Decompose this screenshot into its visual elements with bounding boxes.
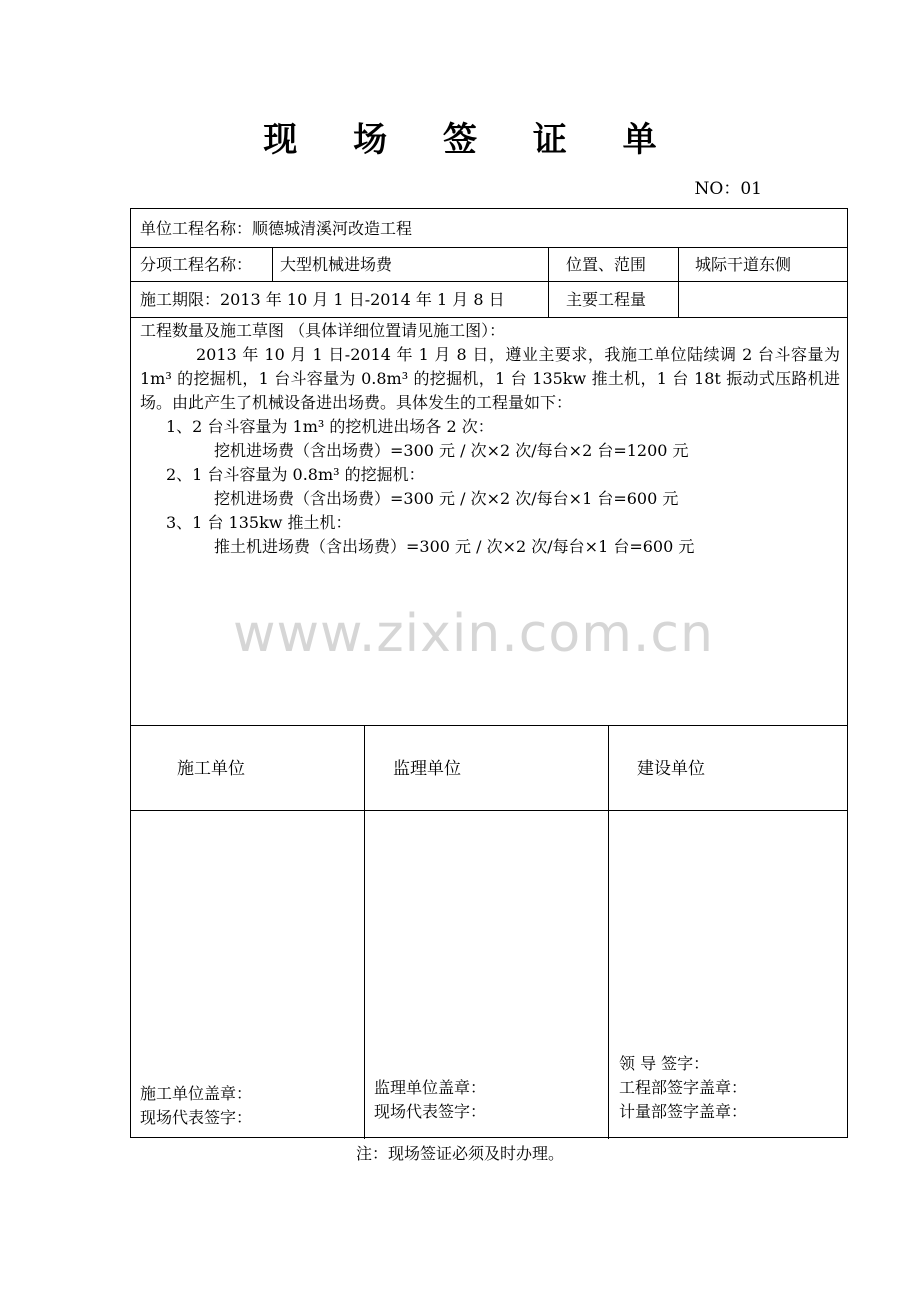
list-item-title: 3、1 台 135kw 推土机： <box>166 513 352 532</box>
watermark: www.zixin.com.cn <box>233 604 714 664</box>
page-title: 现 场 签 证 单 <box>263 120 679 160</box>
column-divider <box>548 247 549 317</box>
column-divider <box>272 247 273 281</box>
work-description <box>140 319 840 559</box>
sub-project-value: 大型机械进场费 <box>280 255 393 274</box>
document-number: NO：01 <box>694 179 762 199</box>
location-label: 位置、范围 <box>566 255 647 274</box>
row-divider <box>131 810 847 811</box>
list-item-calc: 挖机进场费（含出场费）=300 元 / 次×2 次/每台×1 台=600 元 <box>214 489 679 508</box>
row-divider <box>131 317 847 318</box>
construction-period: 施工期限：2013 年 10 月 1 日-2014 年 1 月 8 日 <box>140 290 505 309</box>
owner-unit-header: 建设单位 <box>637 759 705 779</box>
visa-form <box>130 208 848 1138</box>
metering-dept-seal: 计量部签字盖章： <box>619 1102 748 1121</box>
list-item-calc: 推土机进场费（含出场费）=300 元 / 次×2 次/每台×1 台=600 元 <box>214 537 695 556</box>
supervision-rep-signature: 现场代表签字： <box>374 1102 487 1121</box>
construction-rep-signature: 现场代表签字： <box>140 1108 253 1127</box>
column-divider <box>678 247 679 317</box>
description-paragraph: 2013 年 10 月 1 日-2014 年 1 月 8 日，遵业主要求，我施工单位陆续调 2 台斗容量为 1m³ 的挖掘机，1 台斗容量为 0.8m³ 的挖掘机，1 台 135kw 推土机，1 台 18t 振动式压路机进场。由此产生了机械设备进出场费。具体发生的工程量如下： <box>140 345 840 412</box>
list-item-calc: 挖机进场费（含出场费）=300 元 / 次×2 次/每台×2 台=1200 元 <box>214 441 689 460</box>
location-value: 城际干道东侧 <box>695 255 792 274</box>
main-quantity-label: 主要工程量 <box>566 290 647 309</box>
list-item-title: 1、2 台斗容量为 1m³ 的挖机进出场各 2 次： <box>166 417 494 436</box>
footnote: 注：现场签证必须及时办理。 <box>355 1144 564 1163</box>
supervision-seal-field: 监理单位盖章： <box>374 1078 487 1097</box>
sub-project-label: 分项工程名称： <box>140 255 253 274</box>
list-item-title: 2、1 台斗容量为 0.8m³ 的挖掘机： <box>166 465 425 484</box>
unit-project-name: 单位工程名称：顺德城清溪河改造工程 <box>140 219 413 238</box>
leader-signature: 领 导 签字： <box>619 1054 710 1073</box>
construction-unit-header: 施工单位 <box>177 759 245 779</box>
row-divider <box>131 247 847 248</box>
column-divider <box>608 725 609 1139</box>
description-heading: 工程数量及施工草图 （具体详细位置请见施工图）： <box>140 321 506 340</box>
supervision-unit-header: 监理单位 <box>393 759 461 779</box>
column-divider <box>364 725 365 1139</box>
engineering-dept-seal: 工程部签字盖章： <box>619 1078 748 1097</box>
construction-seal-field: 施工单位盖章： <box>140 1084 253 1103</box>
row-divider <box>131 725 847 726</box>
row-divider <box>131 281 847 282</box>
